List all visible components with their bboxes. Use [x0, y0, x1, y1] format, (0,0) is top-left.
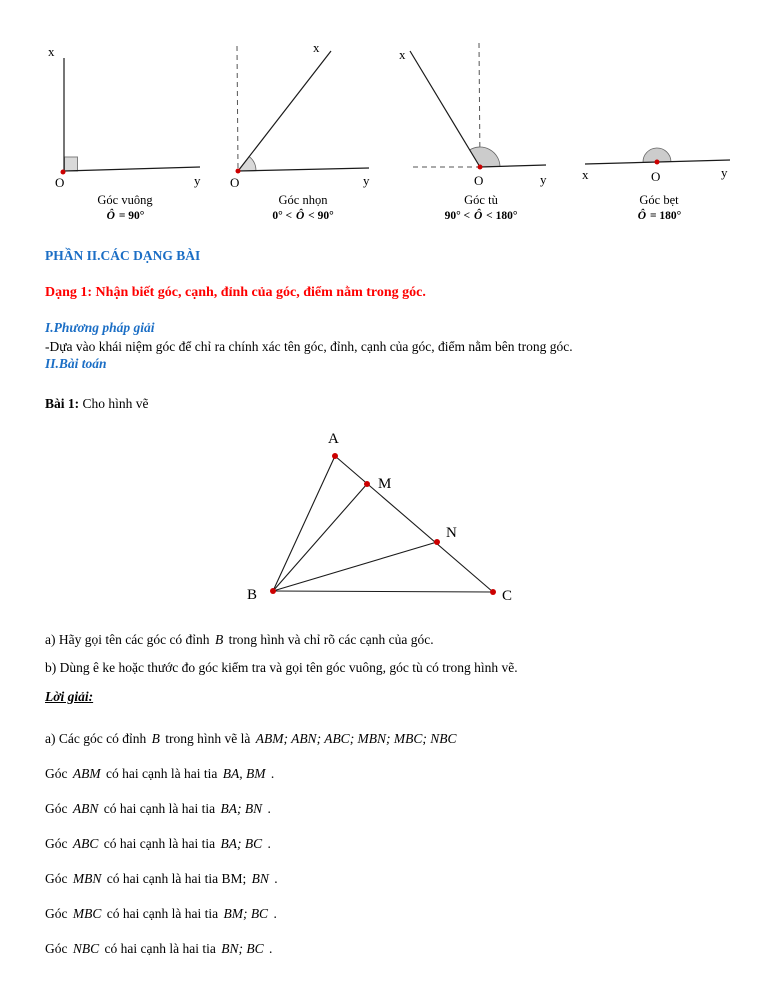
method-text: -Dựa vào khái niệm góc để chỉ ra chính xác tên góc, đỉnh, cạnh của góc, điểm nằm bên trong góc. — [45, 339, 573, 354]
point-c-label: C — [502, 588, 513, 604]
sol-post: . — [267, 766, 275, 781]
sol-rays: BA; BN — [220, 801, 263, 816]
segment-bm — [273, 484, 367, 591]
point-a-label: A — [328, 431, 339, 447]
o-hat: Ô — [473, 210, 483, 222]
sol-angle: MBN — [72, 871, 102, 886]
point-b-label: B — [247, 587, 258, 603]
sol-mid: có hai cạnh là hai tia — [102, 766, 221, 781]
vertex-o-label: O — [474, 173, 484, 188]
sol-post: . — [270, 871, 278, 886]
sol-angle: ABN — [72, 801, 99, 816]
sol-a-pre: a) Các góc có đỉnh — [45, 731, 150, 746]
part-heading: PHẦN II.CÁC DẠNG BÀI — [45, 248, 201, 263]
diagram-formula — [445, 210, 518, 222]
point-m-dot — [364, 481, 370, 487]
sol-rays: BA, BM — [222, 766, 266, 781]
solution-line-a — [45, 730, 728, 747]
point-n-label: N — [446, 525, 457, 541]
point-m-label: M — [378, 476, 392, 492]
sol-rays: BM; BC — [223, 906, 269, 921]
sol-angle: ABC — [72, 836, 99, 851]
question-a-post: trong hình và chỉ rõ các cạnh của góc. — [225, 632, 434, 647]
point-b-dot — [270, 588, 276, 594]
sol-rays-roman: BM; — [221, 871, 250, 886]
sol-pre: Góc — [45, 871, 71, 886]
sol-pre: Góc — [45, 941, 71, 956]
ray-ox — [410, 51, 480, 167]
diagram-right-angle — [36, 38, 214, 222]
formula-post: < 180° — [483, 210, 518, 222]
sol-angle: NBC — [72, 941, 100, 956]
diagram-caption: Góc bẹt — [639, 193, 679, 207]
diagram-caption: Góc tù — [464, 193, 498, 207]
diagram-formula — [106, 210, 145, 222]
vertex-dot — [655, 160, 660, 165]
problems-heading: II.Bài toán — [45, 356, 107, 371]
dang1-heading: Dạng 1: Nhận biết góc, cạnh, đỉnh của góc, điểm nằm trong góc. — [45, 285, 426, 300]
sol-rays: BN; BC — [221, 941, 264, 956]
vertex-o-label: O — [651, 169, 661, 184]
ray-oy — [64, 167, 200, 171]
o-hat: Ô — [295, 210, 305, 222]
sol-post: . — [270, 906, 277, 921]
sol-post: . — [264, 836, 271, 851]
sol-pre: Góc — [45, 906, 71, 921]
angle-diagrams-row — [0, 0, 764, 222]
question-a-math: B — [214, 632, 224, 647]
vertex-dot — [61, 170, 66, 175]
problem-1-label: Bài 1: — [45, 396, 80, 411]
diagram-formula — [272, 210, 333, 222]
sol-pre: Góc — [45, 836, 71, 851]
sol-mid: có hai cạnh là hai tia — [103, 906, 222, 921]
triangle-figure — [230, 424, 552, 620]
sol-mid: có hai cạnh là hai tia — [101, 941, 220, 956]
ray-x-label: x — [313, 40, 320, 55]
o-hat: Ô — [106, 210, 115, 222]
question-a-pre: a) Hãy gọi tên các góc có đỉnh — [45, 632, 213, 647]
formula-post: < 90° — [305, 210, 334, 222]
document-body — [0, 248, 764, 957]
o-hat: Ô — [637, 210, 647, 222]
sol-post: . — [265, 941, 273, 956]
diagram-caption: Góc nhọn — [278, 193, 328, 207]
sol-mid: có hai cạnh là hai tia — [100, 801, 219, 816]
dashed-vertical — [237, 46, 238, 169]
sol-pre: Góc — [45, 766, 71, 781]
solution-line — [45, 765, 728, 782]
sol-a-mid: trong hình vẽ là — [161, 731, 254, 746]
ray-y-label: y — [540, 172, 547, 187]
sol-a-math: B — [151, 731, 160, 746]
point-n-dot — [434, 539, 440, 545]
ray-y-label: y — [194, 173, 201, 188]
diagram-caption: Góc vuông — [97, 193, 153, 207]
ray-y-label: y — [363, 173, 370, 188]
ray-x-label: x — [582, 167, 589, 182]
formula-pre: 90° < — [444, 210, 473, 222]
segment-bn — [273, 542, 437, 591]
obtuse-angle-figure — [393, 38, 569, 190]
right-angle-square-marker — [65, 157, 78, 171]
ray-ox — [238, 51, 331, 171]
solution-line — [45, 905, 728, 922]
vertex-dot — [478, 165, 483, 170]
point-a-dot — [332, 453, 338, 459]
solution-line — [45, 940, 728, 957]
sol-a-angles: ABM; ABN; ABC; MBN; MBC; NBC — [255, 731, 457, 746]
segment-bc — [273, 591, 493, 592]
ray-x-label: x — [399, 47, 406, 62]
sol-angle: MBC — [72, 906, 102, 921]
sol-pre: Góc — [45, 801, 71, 816]
ray-x-label: x — [48, 44, 55, 59]
diagram-straight-angle — [570, 38, 748, 222]
solution-line — [45, 835, 728, 852]
problem-1-text: Cho hình vẽ — [79, 396, 149, 411]
formula-post: = 90° — [115, 210, 145, 222]
right-angle-figure — [37, 38, 213, 190]
sol-rays: BN — [251, 871, 269, 886]
point-c-dot — [490, 589, 496, 595]
question-a — [45, 631, 728, 648]
sol-post: . — [264, 801, 271, 816]
diagram-obtuse-angle — [392, 38, 570, 222]
vertex-o-label: O — [230, 175, 240, 190]
solution-heading: Lời giải: — [45, 689, 94, 704]
formula-post: = 180° — [647, 210, 682, 222]
solution-line — [45, 800, 728, 817]
ray-y-label: y — [721, 165, 728, 180]
formula-pre: 0° < — [272, 210, 295, 222]
method-heading: I.Phương pháp giải — [45, 320, 155, 335]
segment-ac — [335, 456, 493, 592]
straight-angle-figure — [571, 38, 747, 190]
sol-angle: ABM — [72, 766, 101, 781]
vertex-dot — [236, 169, 241, 174]
question-b: b) Dùng ê ke hoặc thước đo góc kiểm tra và gọi tên góc vuông, góc tù có trong hình vẽ. — [45, 660, 518, 675]
problem-1-figure — [230, 424, 552, 620]
acute-angle-figure — [215, 38, 391, 190]
segment-ba — [273, 456, 335, 591]
sol-mid: có hai cạnh là hai tia — [103, 871, 222, 886]
solution-line — [45, 870, 728, 887]
sol-rays: BA; BC — [220, 836, 263, 851]
diagram-formula — [637, 210, 681, 222]
ray-oy — [238, 168, 369, 171]
diagram-acute-angle — [214, 38, 392, 222]
sol-mid: có hai cạnh là hai tia — [100, 836, 219, 851]
vertex-o-label: O — [55, 175, 65, 190]
problem-1-title — [45, 396, 728, 412]
